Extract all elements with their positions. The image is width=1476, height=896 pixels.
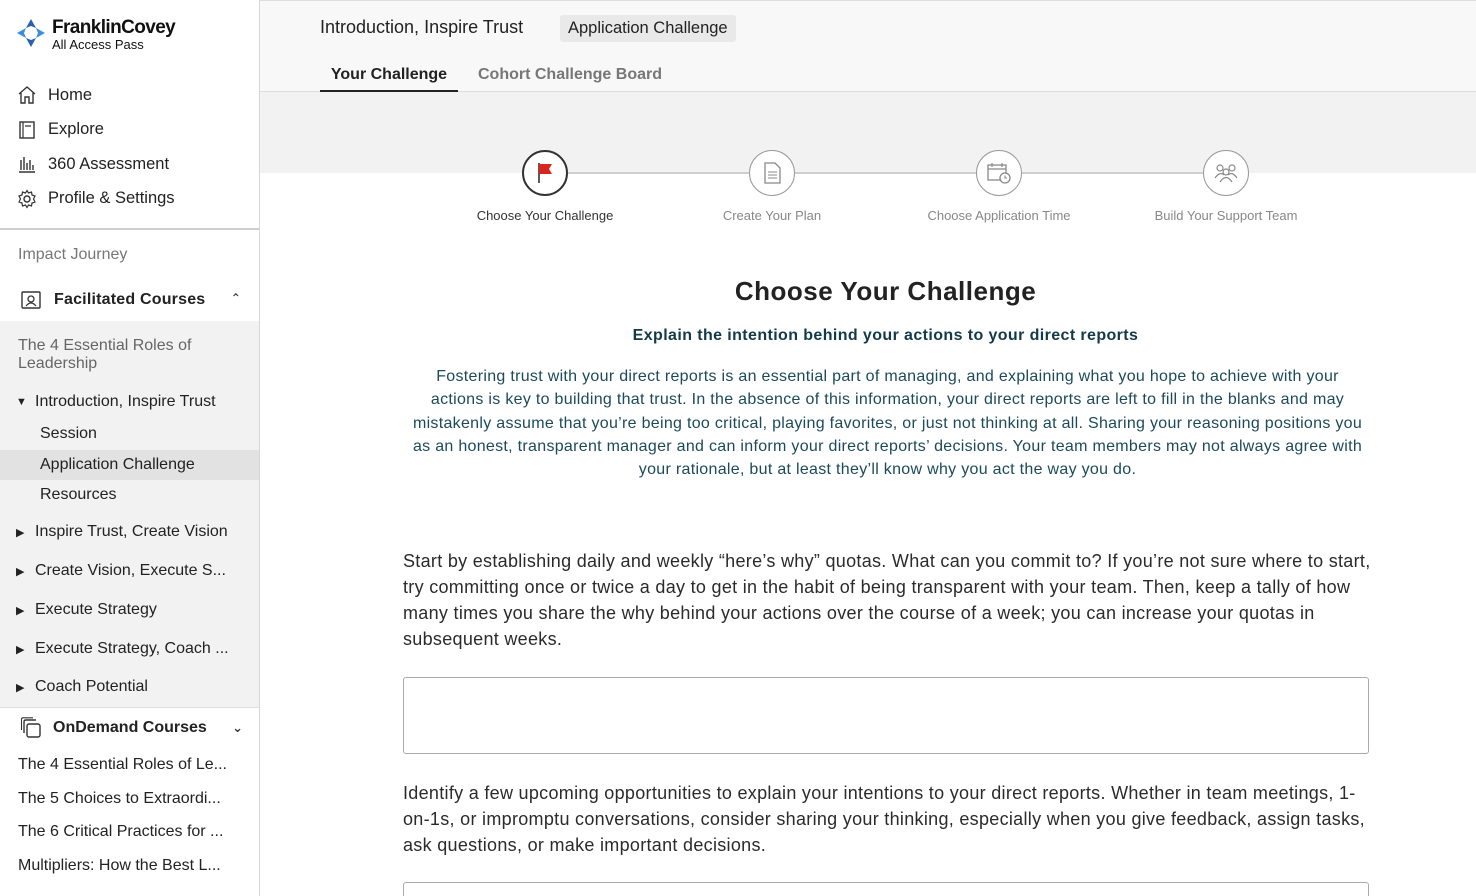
triangle-down-icon: ▼ xyxy=(16,396,27,408)
module-label: Create Vision, Execute S... xyxy=(35,562,226,579)
module-label: Introduction, Inspire Trust xyxy=(35,393,216,410)
answer-input-2[interactable] xyxy=(403,882,1369,896)
breadcrumb[interactable]: Introduction, Inspire Trust xyxy=(320,17,524,37)
content-header xyxy=(260,0,1476,92)
calendar-clock-icon xyxy=(976,150,1022,196)
document-icon xyxy=(749,150,795,196)
copy-stack-icon xyxy=(20,717,42,739)
nav-home[interactable] xyxy=(0,78,259,113)
challenge-intro: Fostering trust with your direct reports is an essential part of managing, and explaining what you hope to achieve with your actions is key to building that trust. In the absence of this information, your direct reports are left to fill in the blanks and may mistakenly assume that you’re being too critical, playing favorites, or just not thinking at all. Sharing your reasoning positions you as an honest, transparent manager and can inform your direct reports’ decisions. Your team members may not always agree with your rationale, but at least they’ll know why you act the way you do. xyxy=(412,368,1363,479)
triangle-right-icon: ▶ xyxy=(16,643,25,656)
step-build-support-team[interactable] xyxy=(1146,150,1306,223)
prompt-question-1: Start by establishing daily and weekly “here’s why” quotas. What can you commit to? If you’re not sure where to start, try committing once or twice a day to get in the habit of being transparent with your team. Then, keep a tally of how many times you share the why behind your actions over the course of a week; you can increase your quotas in subsequent weeks. xyxy=(403,551,1371,649)
sidebar xyxy=(0,0,260,896)
step-label: Choose Your Challenge xyxy=(476,208,614,223)
nav-360-label: 360 Assessment xyxy=(48,154,170,173)
impact-journey-label[interactable]: Impact Journey xyxy=(18,246,128,263)
step-label: Create Your Plan xyxy=(722,208,822,223)
module-introduction-inspire-trust[interactable] xyxy=(0,387,259,417)
nav-explore[interactable] xyxy=(0,113,259,148)
step-choose-application-time[interactable] xyxy=(919,150,1079,223)
module-label: Execute Strategy xyxy=(35,601,157,618)
chevron-up-icon[interactable]: ⌃ xyxy=(230,291,241,305)
module-label: Coach Potential xyxy=(35,678,148,695)
ondemand-courses-header[interactable] xyxy=(0,707,259,747)
step-create-plan[interactable] xyxy=(692,150,852,223)
step-label: Build Your Support Team xyxy=(1154,208,1298,223)
module-item[interactable] xyxy=(0,634,259,664)
challenge-subtitle: Explain the intention behind your actions to your direct reports xyxy=(632,327,1139,344)
nav-explore-label: Explore xyxy=(48,120,104,139)
triangle-right-icon: ▶ xyxy=(16,565,25,578)
breadcrumb-current-badge: Application Challenge xyxy=(560,15,736,42)
nav-profile-settings[interactable] xyxy=(0,182,259,217)
triangle-right-icon: ▶ xyxy=(16,526,25,539)
nav-profile-label: Profile & Settings xyxy=(48,189,175,208)
facilitated-courses-header[interactable] xyxy=(0,280,259,320)
sub-item-label: Resources xyxy=(40,486,117,503)
course-title[interactable]: The 4 Essential Roles of Leadership xyxy=(18,337,192,372)
home-icon xyxy=(16,84,38,106)
chevron-down-icon[interactable]: ⌄ xyxy=(232,720,243,735)
triangle-right-icon: ▶ xyxy=(16,604,25,617)
ondemand-course-item[interactable]: The 4 Essential Roles of Le... xyxy=(18,756,227,773)
module-item[interactable] xyxy=(0,556,259,586)
user-badge-icon xyxy=(20,289,42,311)
triangle-right-icon: ▶ xyxy=(16,681,25,694)
sub-item-label: Session xyxy=(40,425,97,442)
ondemand-course-item[interactable]: Multipliers: How the Best L... xyxy=(18,857,221,874)
gear-icon xyxy=(16,188,38,210)
prompt-question-2: Identify a few upcoming opportunities to explain your intentions to your direct reports. Whether in team meetings, 1-on-1s, or impromptu conversations, consider sharing your thinking, especially when you give feedback, assign tasks, ask questions, or make important decisions. xyxy=(403,783,1365,855)
sub-item-resources[interactable] xyxy=(0,480,259,510)
bar-chart-icon xyxy=(16,153,38,175)
main-nav xyxy=(0,78,259,216)
logo-mark-icon xyxy=(16,18,46,48)
tab-cohort-challenge-board[interactable]: Cohort Challenge Board xyxy=(477,66,662,83)
team-icon xyxy=(1203,150,1249,196)
module-label: Inspire Trust, Create Vision xyxy=(35,523,228,540)
ondemand-course-item[interactable]: The 5 Choices to Extraordi... xyxy=(18,790,221,807)
ondemand-course-item[interactable]: The 6 Critical Practices for ... xyxy=(18,823,224,840)
nav-home-label: Home xyxy=(48,85,93,104)
sub-item-label: Application Challenge xyxy=(40,456,195,473)
step-choose-challenge[interactable] xyxy=(465,150,625,223)
step-label: Choose Application Time xyxy=(927,208,1071,223)
sub-item-application-challenge[interactable] xyxy=(0,450,259,480)
nav-360-assessment[interactable] xyxy=(0,147,259,182)
brand-name: FranklinCovey xyxy=(52,17,176,38)
module-item[interactable] xyxy=(0,517,259,547)
ondemand-courses-label: OnDemand Courses xyxy=(53,718,207,736)
module-item[interactable] xyxy=(0,672,259,702)
book-icon xyxy=(16,119,38,141)
flag-icon xyxy=(522,150,568,196)
sub-item-session[interactable] xyxy=(0,419,259,449)
module-label: Execute Strategy, Coach ... xyxy=(35,640,229,657)
module-item[interactable] xyxy=(0,595,259,625)
franklincovey-logo[interactable] xyxy=(16,18,175,58)
answer-input-1[interactable] xyxy=(403,677,1369,754)
brand-subtitle: All Access Pass xyxy=(52,37,144,52)
sidebar-divider xyxy=(0,228,259,230)
tab-your-challenge[interactable]: Your Challenge xyxy=(320,59,458,92)
facilitated-courses-label: Facilitated Courses xyxy=(54,291,206,308)
page-title: Choose Your Challenge xyxy=(734,276,1037,306)
